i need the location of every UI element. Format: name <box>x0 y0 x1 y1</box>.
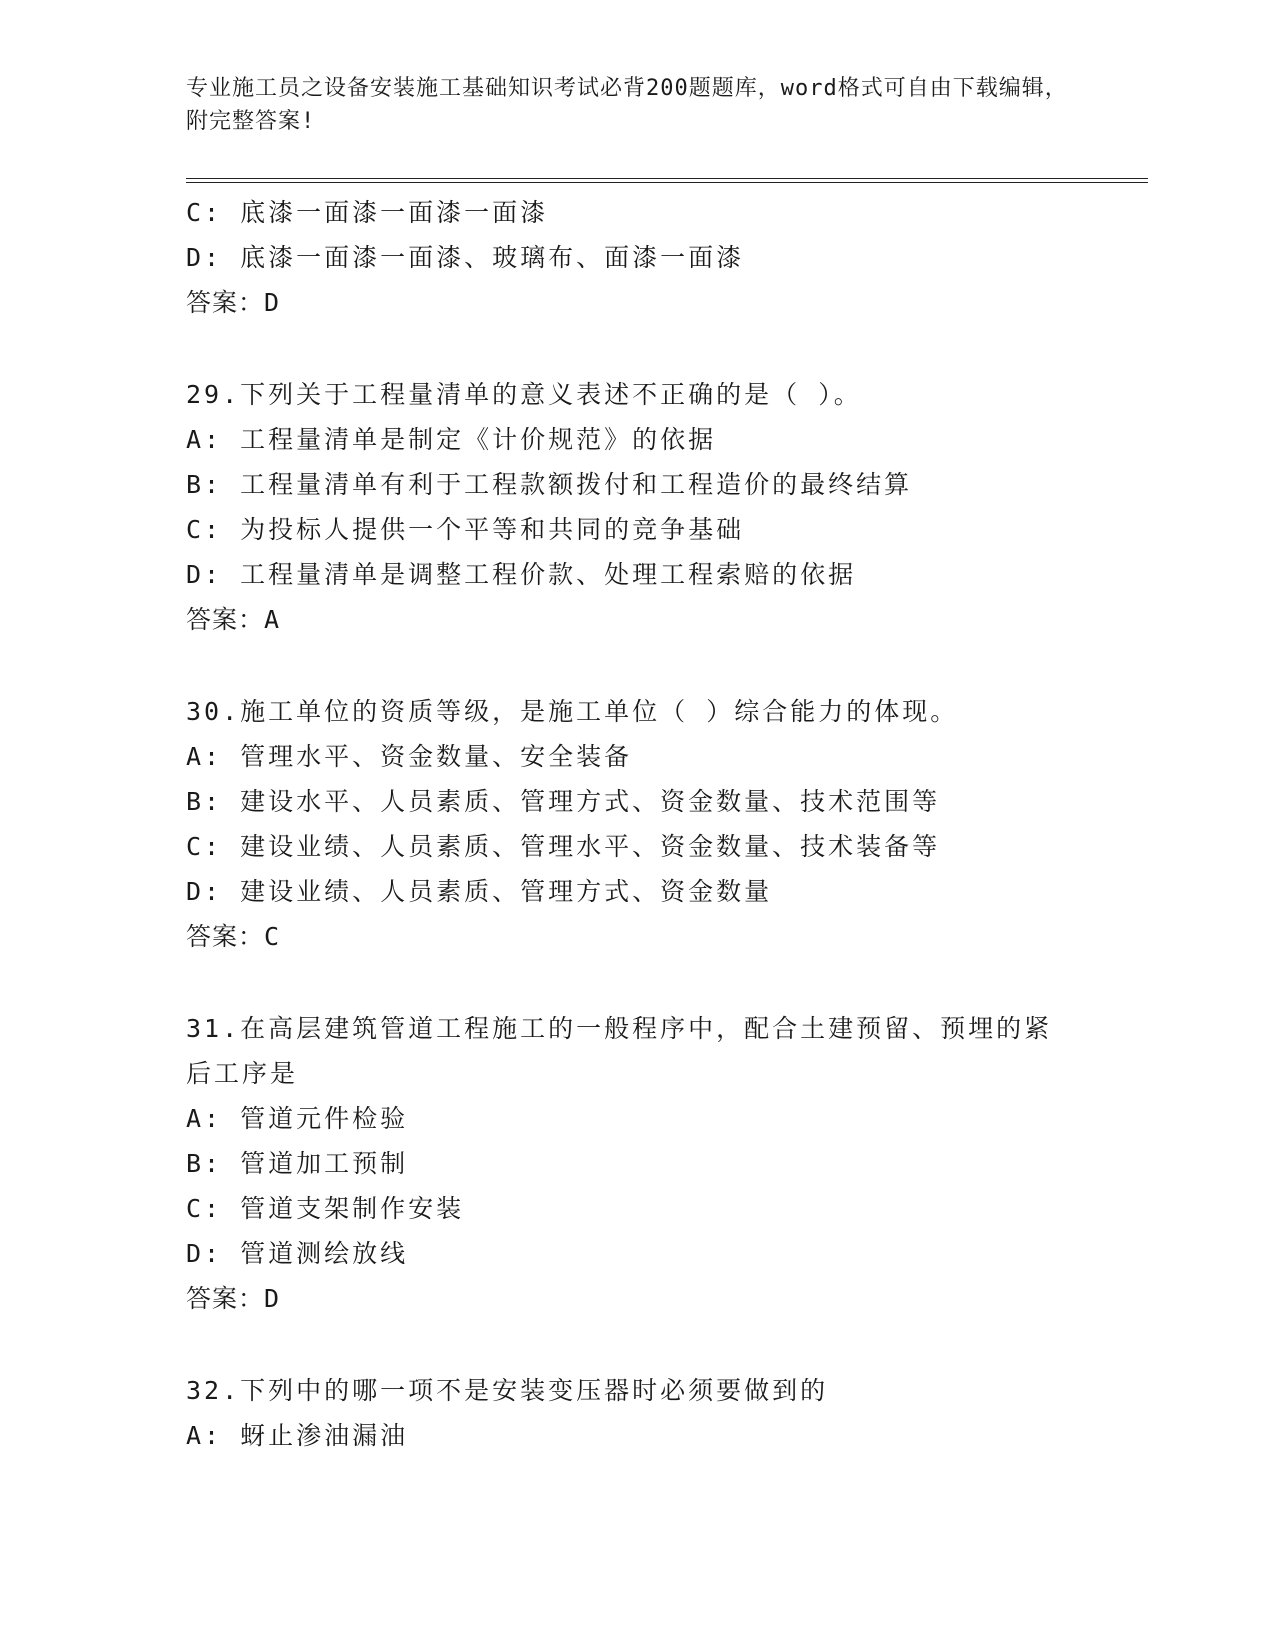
spacer <box>186 325 1146 372</box>
document-page <box>186 0 1146 1650</box>
question-29-option-b: B: 工程量清单有利于工程款额拨付和工程造价的最终结算 <box>186 470 913 499</box>
question-29-option-c: C: 为投标人提供一个平等和共同的竞争基础 <box>186 515 745 544</box>
question-31-option-d: D: 管道测绘放线 <box>186 1239 409 1268</box>
document-content <box>186 190 1146 1458</box>
question-31-answer: 答案：D <box>186 1284 281 1313</box>
question-30-option-b: B: 建设水平、人员素质、管理方式、资金数量、技术范围等 <box>186 787 941 816</box>
question-31-stem-line-2: 后工序是 <box>186 1059 299 1088</box>
question-31-option-c: C: 管道支架制作安装 <box>186 1194 465 1223</box>
header-divider-top <box>186 178 1148 179</box>
question-29-option-a: A: 工程量清单是制定《计价规范》的依据 <box>186 425 717 454</box>
question-31-stem-line-1: 31.在高层建筑管道工程施工的一般程序中，配合土建预留、预埋的紧 <box>186 1014 1053 1043</box>
option-d: D: 底漆一面漆一面漆、玻璃布、面漆一面漆 <box>186 243 745 272</box>
question-31-option-a: A: 管道元件检验 <box>186 1104 409 1133</box>
spacer <box>186 642 1146 689</box>
question-29-answer: 答案：A <box>186 605 281 634</box>
question-29-stem: 29.下列关于工程量清单的意义表述不正确的是（ ）。 <box>186 380 862 409</box>
option-c: C: 底漆一面漆一面漆一面漆 <box>186 198 549 227</box>
question-29-option-d: D: 工程量清单是调整工程价款、处理工程索赔的依据 <box>186 560 857 589</box>
question-31-option-b: B: 管道加工预制 <box>186 1149 409 1178</box>
question-30-option-a: A: 管理水平、资金数量、安全装备 <box>186 742 633 771</box>
question-32-option-a: A: 蚜止渗油漏油 <box>186 1421 409 1450</box>
spacer <box>186 1321 1146 1368</box>
document-header: 专业施工员之设备安装施工基础知识考试必背200题题库，word格式可自由下载编辑，附完整答案! <box>186 76 1068 134</box>
spacer <box>186 959 1146 1006</box>
question-30-stem: 30.施工单位的资质等级，是施工单位（ ）综合能力的体现。 <box>186 697 959 726</box>
question-30-option-d: D: 建设业绩、人员素质、管理方式、资金数量 <box>186 877 773 906</box>
answer-line: 答案：D <box>186 288 281 317</box>
header-divider-bottom <box>186 182 1148 183</box>
question-32-stem: 32.下列中的哪一项不是安装变压器时必须要做到的 <box>186 1376 829 1405</box>
question-30-answer: 答案：C <box>186 922 281 951</box>
question-30-option-c: C: 建设业绩、人员素质、管理水平、资金数量、技术装备等 <box>186 832 941 861</box>
